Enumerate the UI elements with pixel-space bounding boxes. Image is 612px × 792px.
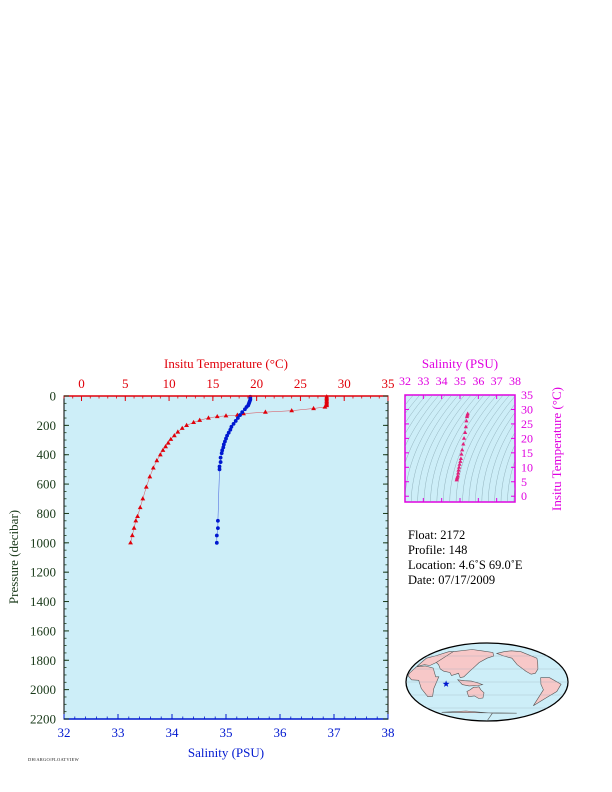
ts-temperature-tick-label: 20 [521, 431, 533, 446]
ts-temperature-tick-label: 10 [521, 460, 533, 475]
ts-temperature-tick-label: 30 [521, 402, 533, 417]
profile-plot-background [64, 396, 388, 719]
ts-plot-background [405, 395, 515, 502]
pressure-tick-label: 1800 [30, 652, 56, 668]
ts-temperature-tick-label: 0 [521, 489, 527, 504]
ts-salinity-tick-label: 33 [417, 374, 430, 388]
profile-number: Profile: 148 [408, 543, 468, 557]
pressure-tick-label: 1600 [30, 623, 56, 639]
salinity-tick-label: 36 [273, 725, 287, 740]
salinity-tick-label: 34 [165, 725, 179, 740]
location-map [406, 643, 568, 721]
salinity-point [216, 526, 220, 530]
ts-salinity-axis-title: Salinity (PSU) [421, 356, 499, 371]
salinity-axis-title: Salinity (PSU) [187, 745, 265, 760]
pressure-tick-label: 800 [36, 505, 56, 521]
salinity-tick-label: 33 [111, 725, 125, 740]
salinity-point [215, 534, 219, 538]
float-id: Float: 2172 [408, 528, 466, 542]
ts-temperature-tick-label: 5 [521, 474, 527, 489]
ts-temperature-tick-label: 15 [521, 445, 533, 460]
temperature-tick-label: 0 [78, 376, 85, 391]
salinity-point [215, 541, 219, 545]
pressure-axis-title: Pressure (decibar) [6, 509, 21, 605]
ts-salinity-tick-label: 38 [509, 374, 521, 388]
profile-date: Date: 07/17/2009 [408, 573, 496, 587]
temperature-tick-label: 15 [206, 376, 220, 391]
pressure-tick-label: 1400 [30, 594, 56, 610]
salinity-tick-label: 32 [57, 725, 71, 740]
temperature-tick-label: 35 [381, 376, 395, 391]
salinity-point [216, 519, 220, 523]
ts-temperature-tick-label: 35 [521, 388, 533, 402]
pressure-tick-label: 2000 [30, 682, 56, 698]
pressure-tick-label: 1000 [30, 535, 56, 551]
salinity-point [219, 456, 223, 460]
source-stamp: DH/ARGO/FLOATVIEW [28, 757, 79, 762]
pressure-tick-label: 2200 [30, 711, 56, 727]
ts-salinity-tick-label: 37 [490, 374, 503, 388]
ts-salinity-tick-label: 32 [399, 374, 411, 388]
temperature-tick-label: 30 [337, 376, 351, 391]
pressure-tick-label: 200 [36, 417, 56, 433]
pressure-tick-label: 0 [49, 388, 56, 404]
salinity-point [243, 407, 247, 411]
ts-salinity-tick-label: 34 [435, 374, 448, 388]
salinity-point [218, 468, 222, 472]
float-location: Location: 4.6˚S 69.0˚E [408, 558, 523, 572]
salinity-tick-label: 35 [219, 725, 233, 740]
temperature-tick-label: 20 [250, 376, 264, 391]
temperature-tick-label: 25 [293, 376, 307, 391]
ts-salinity-tick-label: 36 [472, 374, 485, 388]
salinity-tick-label: 37 [327, 725, 341, 740]
salinity-tick-label: 38 [381, 725, 395, 740]
pressure-tick-label: 400 [36, 447, 56, 463]
temperature-tick-label: 10 [162, 376, 176, 391]
ts-salinity-tick-label: 35 [454, 374, 466, 388]
pressure-tick-label: 1200 [30, 564, 56, 580]
temperature-tick-label: 5 [122, 376, 129, 391]
salinity-point [220, 451, 224, 455]
float-info [408, 528, 523, 588]
ts-temperature-tick-label: 25 [521, 416, 533, 431]
profile-plot [6, 356, 395, 760]
salinity-point [219, 460, 223, 464]
temperature-axis-title: Insitu Temperature (°C) [164, 356, 288, 371]
pressure-tick-label: 600 [36, 476, 56, 492]
ts-temperature-axis-title: Insitu Temperature (°C) [549, 387, 564, 511]
